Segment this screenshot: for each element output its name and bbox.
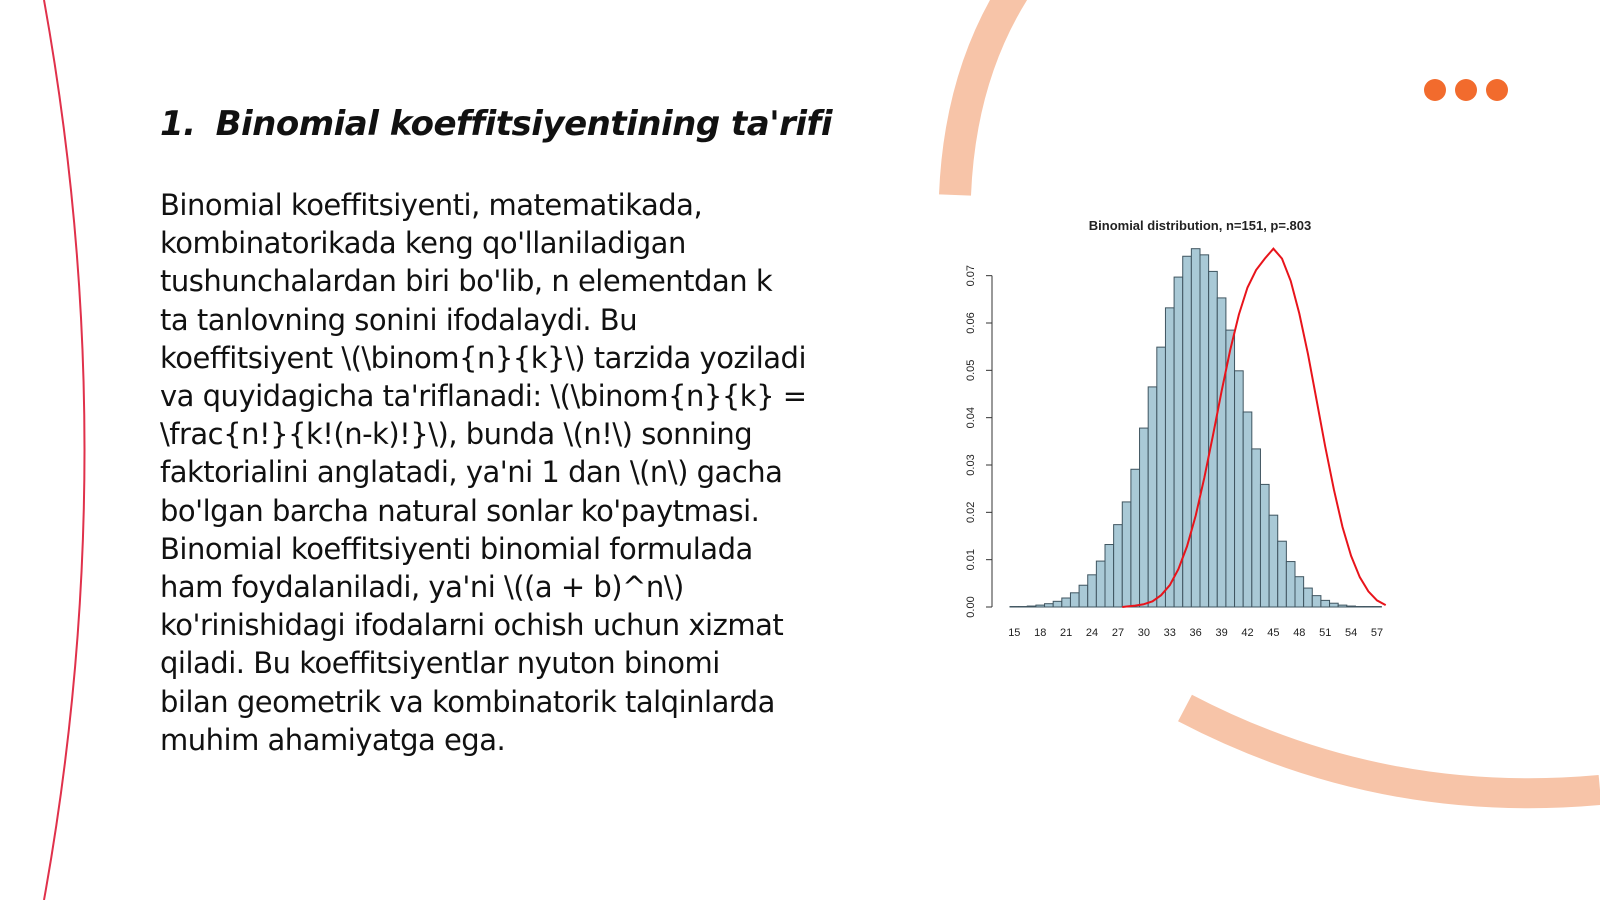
paragraph-line: kombinatorikada keng qo'llaniladigan	[160, 226, 686, 261]
y-tick-label: 0.01	[965, 548, 977, 571]
y-tick-label: 0.03	[965, 454, 977, 476]
x-tick-label: 18	[1034, 627, 1047, 639]
paragraph-line: ham foydalaniladi, ya'ni \((a + b)^n\)	[160, 570, 684, 605]
histogram-bar	[1295, 577, 1304, 607]
paragraph-line: bilan geometrik va kombinatorik talqinlarda	[160, 684, 775, 719]
menu-dots	[1424, 79, 1508, 101]
chart-title: Binomial distribution, n=151, p=.803	[1088, 218, 1312, 233]
y-tick-label: 0.06	[965, 312, 977, 334]
paragraph-line: va quyidagicha ta'riflanadi: \(\binom{n}{k} =	[160, 379, 807, 414]
histogram-bar	[1036, 605, 1045, 607]
x-tick-label: 54	[1345, 627, 1358, 639]
y-tick-label: 0.05	[965, 359, 977, 382]
histogram-bar	[1148, 387, 1157, 607]
paragraph-line: bo'lgan barcha natural sonlar ko'paytmasi.	[160, 493, 760, 528]
paragraph-line: ko'rinishidagi ifodalarni ochish uchun xizmat	[160, 608, 784, 643]
histogram-bar	[1226, 330, 1235, 607]
x-tick-label: 27	[1111, 627, 1125, 639]
dot-2	[1455, 79, 1477, 101]
paragraph-line: muhim ahamiyatga ega.	[160, 722, 506, 757]
paragraph-line: koeffitsiyent \(\binom{n}{k}\) tarzida yoziladi	[160, 340, 807, 375]
y-tick-label: 0.04	[965, 406, 977, 429]
histogram-bar	[1027, 606, 1036, 607]
histogram-bar	[1330, 603, 1339, 607]
histogram-bar	[1053, 601, 1062, 607]
histogram-bar	[1165, 308, 1174, 607]
dot-1	[1424, 79, 1446, 101]
heading-text: Binomial koeffitsiyentining ta'rifi	[215, 104, 832, 144]
histogram-bar	[1286, 562, 1295, 607]
histogram-bar	[1347, 606, 1356, 607]
binomial-chart	[960, 210, 1430, 670]
x-tick-label: 48	[1293, 627, 1306, 639]
histogram-bar	[1070, 593, 1079, 607]
histogram-bar	[1191, 249, 1200, 607]
y-tick-label: 0.02	[965, 501, 977, 524]
x-tick-label: 51	[1319, 627, 1332, 639]
x-tick-label: 24	[1085, 627, 1099, 639]
histogram-bar	[1338, 605, 1347, 607]
histogram-bar	[1278, 541, 1287, 607]
histogram-bar	[1045, 604, 1054, 607]
dot-3	[1486, 79, 1508, 101]
paragraph-line: ta tanlovning sonini ifodalaydi. Bu	[160, 302, 638, 337]
x-tick-label: 30	[1137, 627, 1150, 639]
histogram-bar	[1122, 502, 1131, 607]
x-tick-label: 33	[1163, 627, 1176, 639]
histogram-bar	[1114, 525, 1123, 607]
paragraph-line: Binomial koeffitsiyenti, matematikada,	[160, 188, 703, 222]
x-tick-label: 57	[1370, 627, 1384, 639]
histogram-bar	[1174, 277, 1183, 607]
histogram-bar	[1200, 255, 1209, 607]
histogram-bar	[1304, 588, 1313, 607]
histogram-bar	[1157, 347, 1166, 607]
histogram-bar	[1252, 449, 1261, 607]
histogram-bar	[1062, 598, 1071, 607]
histogram-bar	[1131, 469, 1140, 607]
top-arc-decoration	[955, 0, 1021, 195]
heading-number: 1.	[160, 104, 196, 144]
histogram-bar	[1088, 575, 1097, 607]
histogram-bar	[1217, 298, 1226, 607]
histogram-bar	[1260, 484, 1269, 607]
y-tick-label: 0.00	[965, 596, 977, 618]
paragraph-line: tushunchalardan biri bo'lib, n elementdan k	[160, 264, 773, 299]
body-paragraph	[160, 186, 840, 759]
x-tick-label: 15	[1008, 627, 1021, 639]
histogram-bar	[1235, 371, 1244, 607]
histogram-bar	[1243, 412, 1252, 607]
bottom-arc-decoration	[1185, 708, 1600, 793]
histogram-bar	[1312, 596, 1321, 607]
paragraph-line: qiladi. Bu koeffitsiyentlar nyuton binomi	[160, 646, 720, 681]
histogram-bar	[1140, 428, 1149, 607]
histogram-bar	[1079, 585, 1088, 607]
slide-heading	[160, 104, 832, 144]
histogram-bar	[1096, 561, 1105, 607]
histogram-bar	[1321, 600, 1330, 607]
x-tick-label: 39	[1215, 627, 1228, 639]
x-tick-label: 36	[1189, 627, 1202, 639]
y-tick-label: 0.07	[965, 264, 977, 287]
paragraph-line: \frac{n!}{k!(n-k)!}\), bunda \(n!\) sonning	[160, 417, 753, 452]
paragraph-line: faktorialini anglatadi, ya'ni 1 dan \(n\) gacha	[160, 455, 783, 490]
histogram-bar	[1105, 545, 1114, 607]
left-red-curve	[44, 0, 85, 900]
x-tick-label: 42	[1241, 627, 1254, 639]
x-tick-label: 45	[1267, 627, 1280, 639]
histogram-bar	[1269, 515, 1278, 607]
x-tick-label: 21	[1060, 627, 1073, 639]
paragraph-line: Binomial koeffitsiyenti binomial formulada	[160, 531, 753, 566]
